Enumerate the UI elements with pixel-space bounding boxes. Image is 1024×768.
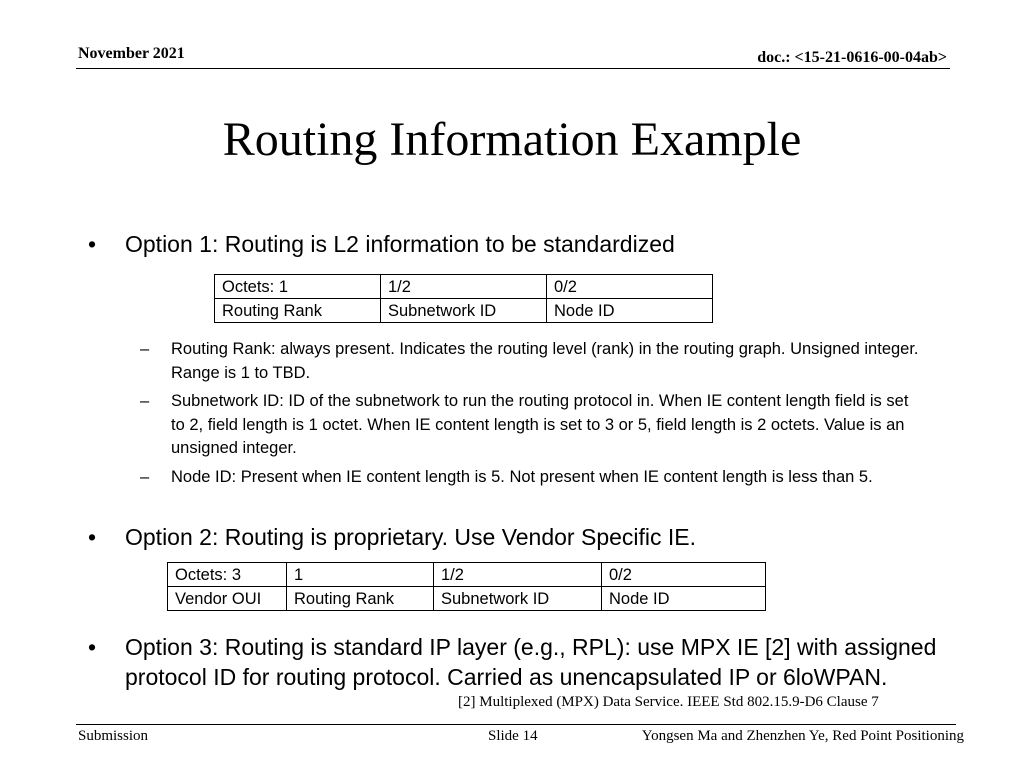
footer-divider — [76, 724, 956, 725]
table-cell: 1 — [287, 563, 434, 587]
table-cell: Routing Rank — [215, 299, 381, 323]
table-cell: 1/2 — [381, 275, 547, 299]
sub-bullet-routing-rank: Routing Rank: always present. Indicates the routing level (rank) in the routing graph. Unsigned integer. Range is 1 to TBD. — [171, 340, 919, 382]
dash-marker: – — [140, 392, 150, 410]
dash-marker: – — [140, 340, 150, 358]
table-cell: Vendor OUI — [168, 587, 287, 611]
table-row — [215, 299, 713, 323]
option-2-field-table — [167, 562, 766, 611]
bullet-option-1: Option 1: Routing is L2 information to be standardized — [125, 231, 675, 257]
table-row — [215, 275, 713, 299]
table-cell: Routing Rank — [287, 587, 434, 611]
table-cell: 0/2 — [602, 563, 766, 587]
sub-bullet — [140, 338, 920, 385]
table-row — [168, 587, 766, 611]
table-cell: Subnetwork ID — [381, 299, 547, 323]
bullet-option-3: Option 3: Routing is standard IP layer (e.g., RPL): use MPX IE [2] with assigned protocol ID for routing protocol. Carried as unencapsulated IP or 6loWPAN. — [125, 634, 937, 690]
footer-submission: Submission — [78, 728, 149, 744]
table-cell: 1/2 — [434, 563, 602, 587]
dash-marker: – — [140, 468, 150, 486]
table-cell: Octets: 1 — [215, 275, 381, 299]
table-cell: Node ID — [547, 299, 713, 323]
sub-bullet-node-id: Node ID: Present when IE content length is 5. Not present when IE content length is less than 5. — [171, 468, 873, 486]
sub-bullet-subnetwork-id: Subnetwork ID: ID of the subnetwork to run the routing protocol in. When IE content length field is set to 2, field length is 1 octet. When IE content length is set to 3 or 5, field length is 2 octets. Value is an unsigned integer. — [171, 392, 909, 457]
option-1-field-table — [214, 274, 713, 323]
sub-bullet — [140, 466, 920, 490]
header-doc-id: doc.: <15-21-0616-00-04ab> — [757, 49, 947, 66]
footer-authors: Yongsen Ma and Zhenzhen Ye, Red Point Positioning — [641, 728, 964, 744]
reference-note: [2] Multiplexed (MPX) Data Service. IEEE Std 802.15.9-D6 Clause 7 — [458, 694, 879, 710]
table-cell: Node ID — [602, 587, 766, 611]
table-cell: Subnetwork ID — [434, 587, 602, 611]
header-date: November 2021 — [78, 45, 185, 62]
bullet-option-2: Option 2: Routing is proprietary. Use Vendor Specific IE. — [125, 524, 697, 550]
table-cell: Octets: 3 — [168, 563, 287, 587]
header-divider — [76, 68, 950, 69]
table-cell: 0/2 — [547, 275, 713, 299]
bullet-marker: • — [88, 231, 97, 257]
footer-slide-number: Slide 14 — [488, 728, 538, 744]
bullet-marker: • — [88, 634, 97, 660]
sub-bullet — [140, 390, 920, 461]
table-row — [168, 563, 766, 587]
slide-title: Routing Information Example — [222, 113, 802, 166]
bullet-marker: • — [88, 524, 97, 550]
